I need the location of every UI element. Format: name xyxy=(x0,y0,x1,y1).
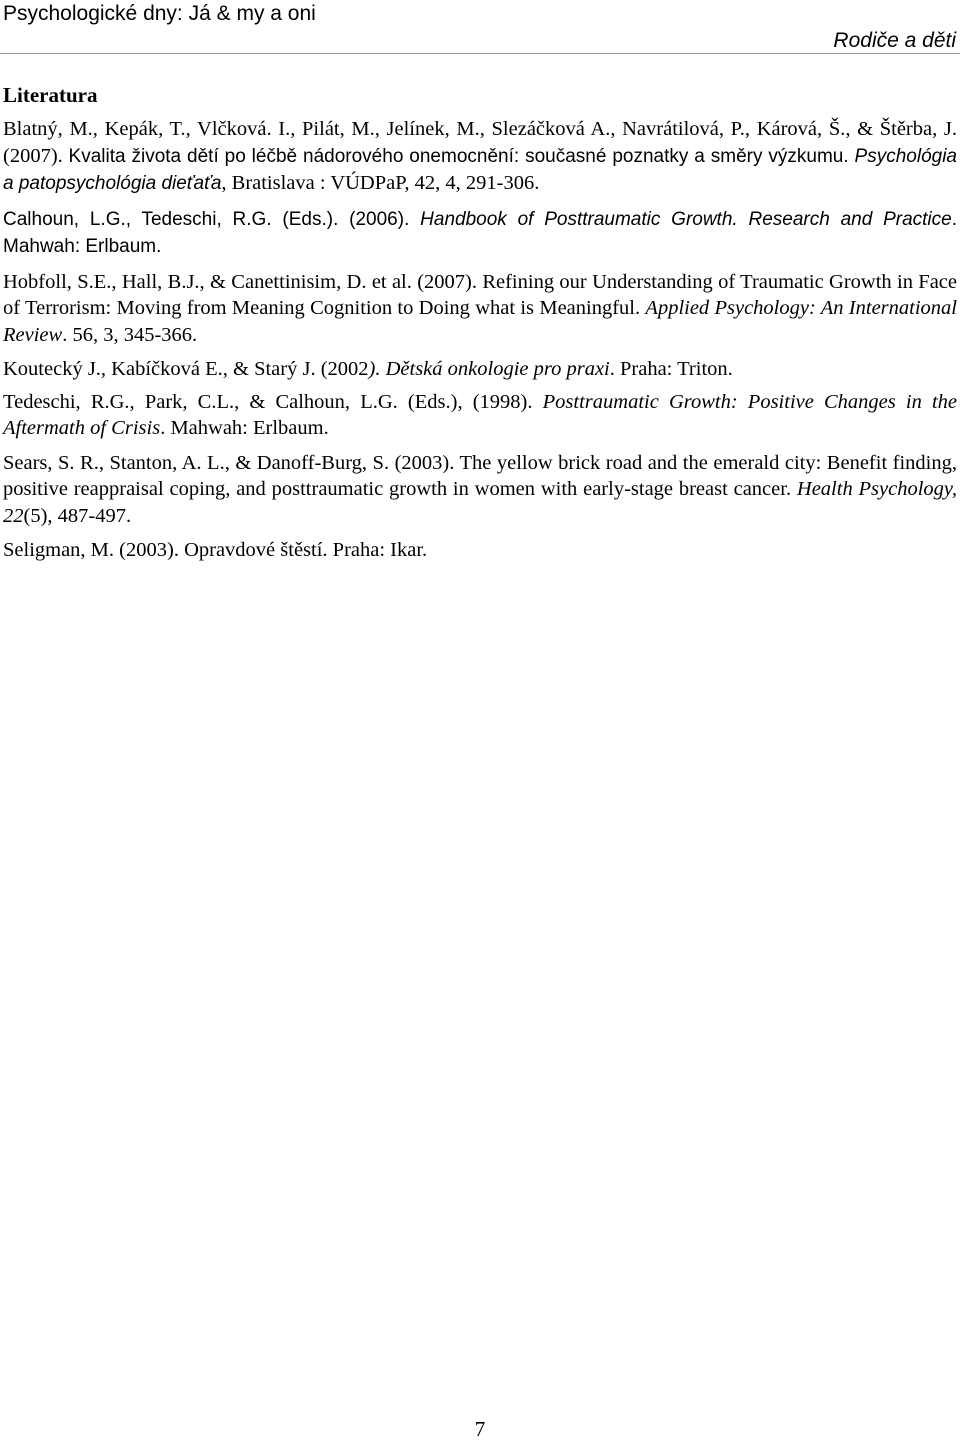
page-header xyxy=(0,0,960,56)
reference-title: Handbook of Posttraumatic Growth. Research and Practice xyxy=(420,208,952,230)
reference-journal: Psychológia a patopsychológia dieťaťa xyxy=(3,145,957,194)
reference-title: Posttraumatic Growth: Positive Changes in the Aftermath of Crisis xyxy=(3,390,958,439)
reference-title: Kvalita života dětí po léčbě nádorového onemocnění: současné poznatky a směry výzkumu. xyxy=(68,145,855,167)
reference-blatny xyxy=(3,116,957,198)
reference-hobfoll xyxy=(3,269,957,349)
reference-publication: . Praha: Triton. xyxy=(609,358,733,380)
reference-authors-title: Hobfoll, S.E., Hall, B.J., & Canettinisim, D. et al. (2007). Refining our Understanding of Traumatic Growth in Face of Terrorism: Moving from Meaning Cognition to Doing what is Meaningful. xyxy=(3,270,957,319)
reference-publication: , Bratislava : VÚDPaP, 42, 4, 291-306. xyxy=(221,172,540,194)
journal-title: Psychologické dny: Já & my a oni xyxy=(3,2,316,25)
reference-tedeschi xyxy=(3,389,957,442)
reference-seligman xyxy=(3,537,957,564)
reference-sears xyxy=(3,450,957,530)
reference-publication: . Mahwah: Erlbaum. xyxy=(3,208,958,257)
reference-publication: . Mahwah: Erlbaum. xyxy=(160,417,329,439)
reference-authors: Calhoun, L.G., Tedeschi, R.G. (Eds.). (2006). xyxy=(3,208,421,230)
section-label: Rodiče a děti xyxy=(833,29,956,52)
reference-title: ). Dětská onkologie pro praxi xyxy=(368,358,610,380)
references-section xyxy=(3,82,957,572)
reference-authors: Tedeschi, R.G., Park, C.L., & Calhoun, L.G. (Eds.), (1998). xyxy=(3,390,543,413)
reference-full: Seligman, M. (2003). Opravdové štěstí. Praha: Ikar. xyxy=(3,539,428,561)
reference-journal: Health Psychology, 22 xyxy=(3,478,958,527)
page-number: 7 xyxy=(474,1417,486,1441)
reference-koutecky xyxy=(3,356,957,383)
reference-authors: Blatný, M., Kepák, T., Vlčková. I., Pilát, M., Jelínek, M., Slezáčková A., Navrátilová, P., Kárová, Š., & Štěrba, J. (2007). xyxy=(3,118,957,167)
reference-authors-title: Sears, S. R., Stanton, A. L., & Danoff-Burg, S. (2003). The yellow brick road and the emerald city: Benefit finding, positive reappraisal coping, and posttraumatic growth in women with early-stage breast cancer. xyxy=(3,451,957,500)
section-heading: Literatura xyxy=(3,83,98,107)
reference-journal: Applied Psychology: An International Review xyxy=(3,297,957,346)
reference-publication: . 56, 3, 345-366. xyxy=(62,323,198,346)
reference-authors: Koutecký J., Kabíčková E., & Starý J. (2002 xyxy=(3,358,369,380)
reference-calhoun xyxy=(3,206,957,261)
header-rule xyxy=(0,53,960,54)
reference-publication: (5), 487-497. xyxy=(23,504,132,527)
